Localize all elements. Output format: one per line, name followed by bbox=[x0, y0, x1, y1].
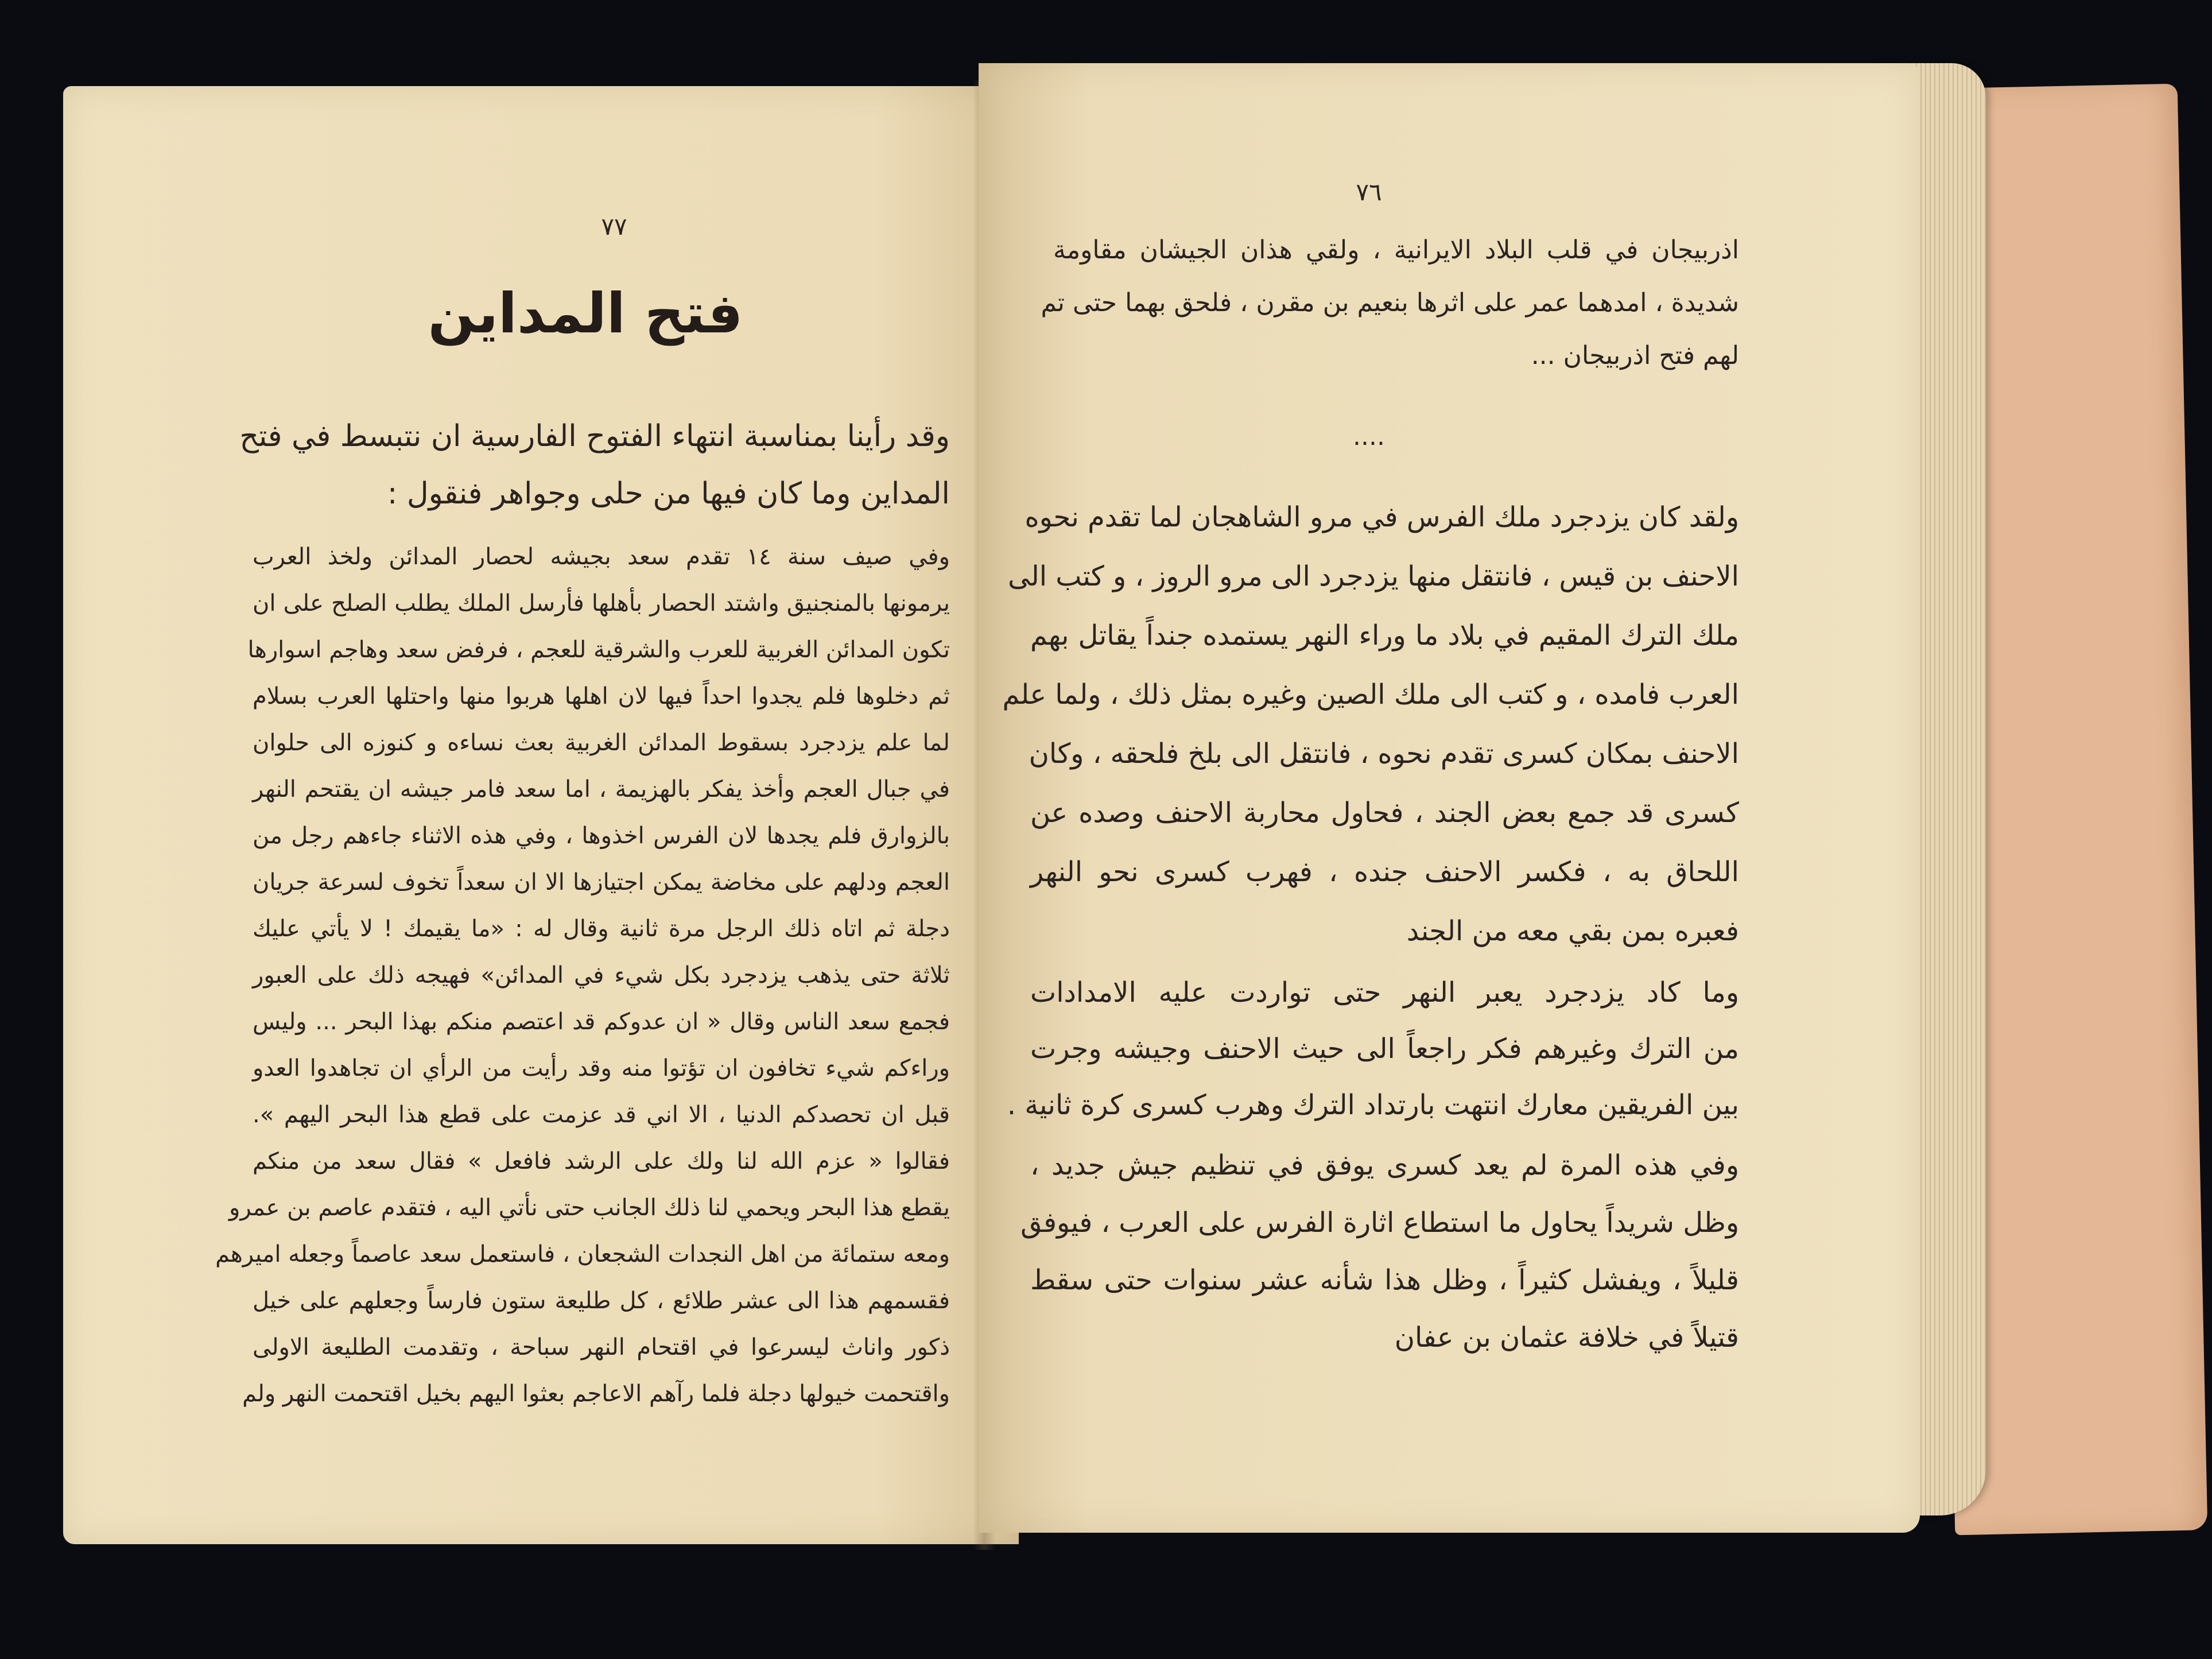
text-line: المداين وما كان فيها من حلى وجواهر فنقول : bbox=[387, 476, 950, 511]
text-line: العجم ودلهم على مخاضة يمكن اجتيازها الا ان سعداً تخوف لسرعة جريان bbox=[253, 869, 950, 896]
paragraph-yazdegerd bbox=[1002, 488, 1739, 961]
text-line: تكون المدائن الغربية للعرب والشرقية للعجم ، فرفض سعد وهاجم اسوارها bbox=[247, 637, 950, 663]
text-line: يقطع هذا البحر ويحمي لنا ذلك الجانب حتى نأتي اليه ، فتقدم عاصم بن عمرو bbox=[229, 1195, 950, 1221]
text-line: بالزوارق فلم يجدها لان الفرس اخذوها ، وفي هذه الاثناء جاءهم رجل من bbox=[253, 823, 950, 849]
right-page bbox=[979, 63, 1920, 1533]
text-line: في جبال العجم وأخذ يفكر بالهزيمة ، اما سعد فامر جيشه ان يقتحم النهر bbox=[253, 776, 950, 803]
text-line: قليلاً ، ويفشل كثيراً ، وظل هذا شأنه عشر سنوات حتى سقط bbox=[1030, 1264, 1739, 1296]
text-line: فقسمهم هذا الى عشر طلائع ، كل طليعة ستون فارساً وجعلهم على خيل bbox=[253, 1288, 950, 1314]
text-line: وظل شريداً يحاول ما استطاع اثارة الفرس على العرب ، فيوفق bbox=[1020, 1207, 1739, 1239]
text-line: ثم دخلوها فلم يجدوا احداً فيها لان اهلها هربوا منها واحتلها العرب بسلام bbox=[253, 683, 950, 710]
text-line: ثلاثة حتى يذهب يزدجرد بكل شيء في المدائن» فهيجه ذلك على العبور bbox=[253, 962, 950, 989]
text-line: وفي هذه المرة لم يعد كسرى يوفق في تنظيم جيش جديد ، bbox=[1030, 1149, 1739, 1181]
text-line: وراءكم شيء تخافون ان تؤتوا منه وقد رأيت من الرأي ان تجاهدوا العدو bbox=[253, 1055, 950, 1082]
text-line: كسرى قد جمع بعض الجند ، فحاول محاربة الاحنف وصده عن bbox=[1030, 797, 1739, 829]
text-line: ذكور واناث ليسرعوا في اقتحام النهر سباحة ، وتقدمت الطليعة الاولى bbox=[253, 1334, 950, 1360]
text-line: اذربيجان في قلب البلاد الايرانية ، ولقي هذان الجيشان مقاومة bbox=[1053, 235, 1739, 265]
text-line: دجلة ثم اتاه ذلك الرجل مرة ثانية وقال له : «ما يقيمك ! لا يأتي عليك bbox=[253, 916, 950, 942]
text-line: اللحاق به ، فكسر الاحنف جنده ، فهرب كسرى نحو النهر bbox=[1030, 856, 1739, 888]
body-text bbox=[215, 534, 950, 1417]
text-line: فقالوا « عزم الله لنا ولك على الرشد فافعل » فقال سعد من منكم bbox=[253, 1148, 950, 1175]
page-number: ٧٧ bbox=[601, 212, 627, 241]
text-line: وما كاد يزدجرد يعبر النهر حتى تواردت عليه الامدادات bbox=[1030, 976, 1739, 1009]
text-line: فجمع سعد الناس وقال « ان عدوكم قد اعتصم منكم بهذا البحر ... وليس bbox=[253, 1009, 950, 1035]
text-line: واقتحمت خيولها دجلة فلما رآهم الاعاجم بعثوا اليهم بخيل اقتحمت النهر ولم bbox=[242, 1381, 950, 1407]
text-line: الاحنف بن قيس ، فانتقل منها يزدجرد الى مرو الروز ، و كتب الى bbox=[1008, 560, 1739, 592]
text-line: شديدة ، امدهما عمر على اثرها بنعيم بن مقرن ، فلحق بهما حتى تم bbox=[1041, 288, 1739, 317]
text-line: فعبره بمن بقي معه من الجند bbox=[1406, 915, 1739, 947]
text-line: من الترك وغيرهم فكر راجعاً الى حيث الاحنف وجيشه وجرت bbox=[1030, 1033, 1739, 1065]
text-line: الاحنف بمكان كسرى تقدم نحوه ، فانتقل الى بلخ فلحقه ، وكان bbox=[1029, 738, 1739, 770]
intro-paragraph bbox=[239, 408, 950, 522]
text-line: قبل ان تحصدكم الدنيا ، الا اني قد عزمت على قطع هذا البحر اليهم ». bbox=[253, 1102, 950, 1128]
paragraph-turks bbox=[1007, 964, 1739, 1133]
text-line: يرمونها بالمنجنيق واشتد الحصار بأهلها فأرسل الملك يطلب الصلح على ان bbox=[253, 590, 950, 617]
text-line: وفي صيف سنة ١٤ تقدم سعد بجيشه لحصار المدائن ولخذ العرب bbox=[253, 544, 950, 570]
text-line: ملك الترك المقيم في بلاد ما وراء النهر يستمده جنداً يقاتل بهم bbox=[1030, 619, 1739, 652]
section-separator: .... bbox=[1353, 422, 1385, 451]
top-paragraph bbox=[1041, 224, 1739, 382]
text-line: لما علم يزدجرد بسقوط المدائن الغربية بعث نساءه و كنوزه الى حلوان bbox=[253, 730, 950, 756]
chapter-title: فتح المداين bbox=[428, 281, 743, 346]
text-line: العرب فامده ، و كتب الى ملك الصين وغيره بمثل ذلك ، ولما علم bbox=[1002, 679, 1739, 711]
text-line: لهم فتح اذربيجان ... bbox=[1531, 341, 1739, 370]
left-page bbox=[63, 86, 1019, 1544]
text-line: وقد رأينا بمناسبة انتهاء الفتوح الفارسية ان نتبسط في فتح bbox=[239, 419, 950, 453]
text-line: ومعه ستمائة من اهل النجدات الشجعان ، فاستعمل سعد عاصماً وجعله اميرهم bbox=[215, 1241, 950, 1267]
text-line: قتيلاً في خلافة عثمان بن عفان bbox=[1394, 1321, 1739, 1354]
paragraph-khosrow bbox=[1020, 1137, 1739, 1366]
text-line: بين الفريقين معارك انتهت بارتداد الترك وهرب كسرى كرة ثانية . bbox=[1007, 1089, 1739, 1121]
text-line: ولقد كان يزدجرد ملك الفرس في مرو الشاهجان لما تقدم نحوه bbox=[1024, 501, 1739, 533]
page-number: ٧٦ bbox=[1356, 178, 1382, 206]
